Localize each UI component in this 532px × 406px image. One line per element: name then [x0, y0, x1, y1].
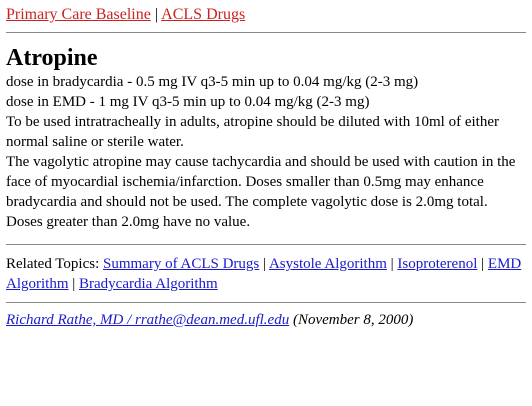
- top-divider: [6, 32, 526, 33]
- top-nav: [6, 5, 526, 25]
- related-link-asystole-algorithm[interactable]: Asystole Algorithm: [268, 256, 387, 272]
- nav-separator: |: [154, 6, 159, 23]
- related-separator: |: [72, 276, 76, 292]
- related-topics: [6, 254, 526, 294]
- related-separator: |: [390, 256, 394, 272]
- related-separator: |: [263, 256, 267, 272]
- bottom-divider: [6, 302, 526, 303]
- footer-date: (November 8, 2000): [292, 312, 414, 328]
- middle-divider: [6, 244, 526, 245]
- related-link-bradycardia-algorithm[interactable]: Bradycardia Algorithm: [79, 276, 218, 292]
- page-title: Atropine: [6, 45, 98, 71]
- dose-emd-text: dose in EMD - 1 mg IV q3-5 min up to 0.04 mg/kg (2-3 mg): [6, 94, 370, 110]
- intratracheal-text: To be used intratracheally in adults, atropine should be diluted with 10ml of either normal saline or sterile water.: [6, 114, 499, 150]
- footer: [6, 310, 526, 330]
- related-topics-label: Related Topics:: [6, 256, 100, 272]
- dose-bradycardia-text: dose in bradycardia - 0.5 mg IV q3-5 min up to 0.04 mg/kg (2-3 mg): [6, 74, 419, 90]
- vagolytic-text: The vagolytic atropine may cause tachycardia and should be used with caution in the face of myocardial ischemia/infarction. Doses smaller than 0.5mg may enhance bradycardia and should not be used. The complete vagolytic dose is 2.0mg total. Doses greater than 2.0mg have no value.: [6, 154, 516, 230]
- related-link-summary-acls-drugs[interactable]: Summary of ACLS Drugs: [103, 256, 260, 272]
- related-link-isoproterenol[interactable]: Isoproterenol: [397, 256, 478, 272]
- nav-link-primary-care-baseline[interactable]: Primary Care Baseline: [6, 6, 151, 23]
- related-link-emd-algorithm[interactable]: EMD Algorithm: [6, 256, 522, 292]
- nav-link-acls-drugs[interactable]: ACLS Drugs: [161, 6, 246, 23]
- related-separator: |: [481, 256, 485, 272]
- author-email-link[interactable]: Richard Rathe, MD / rrathe@dean.med.ufl.edu: [6, 312, 290, 328]
